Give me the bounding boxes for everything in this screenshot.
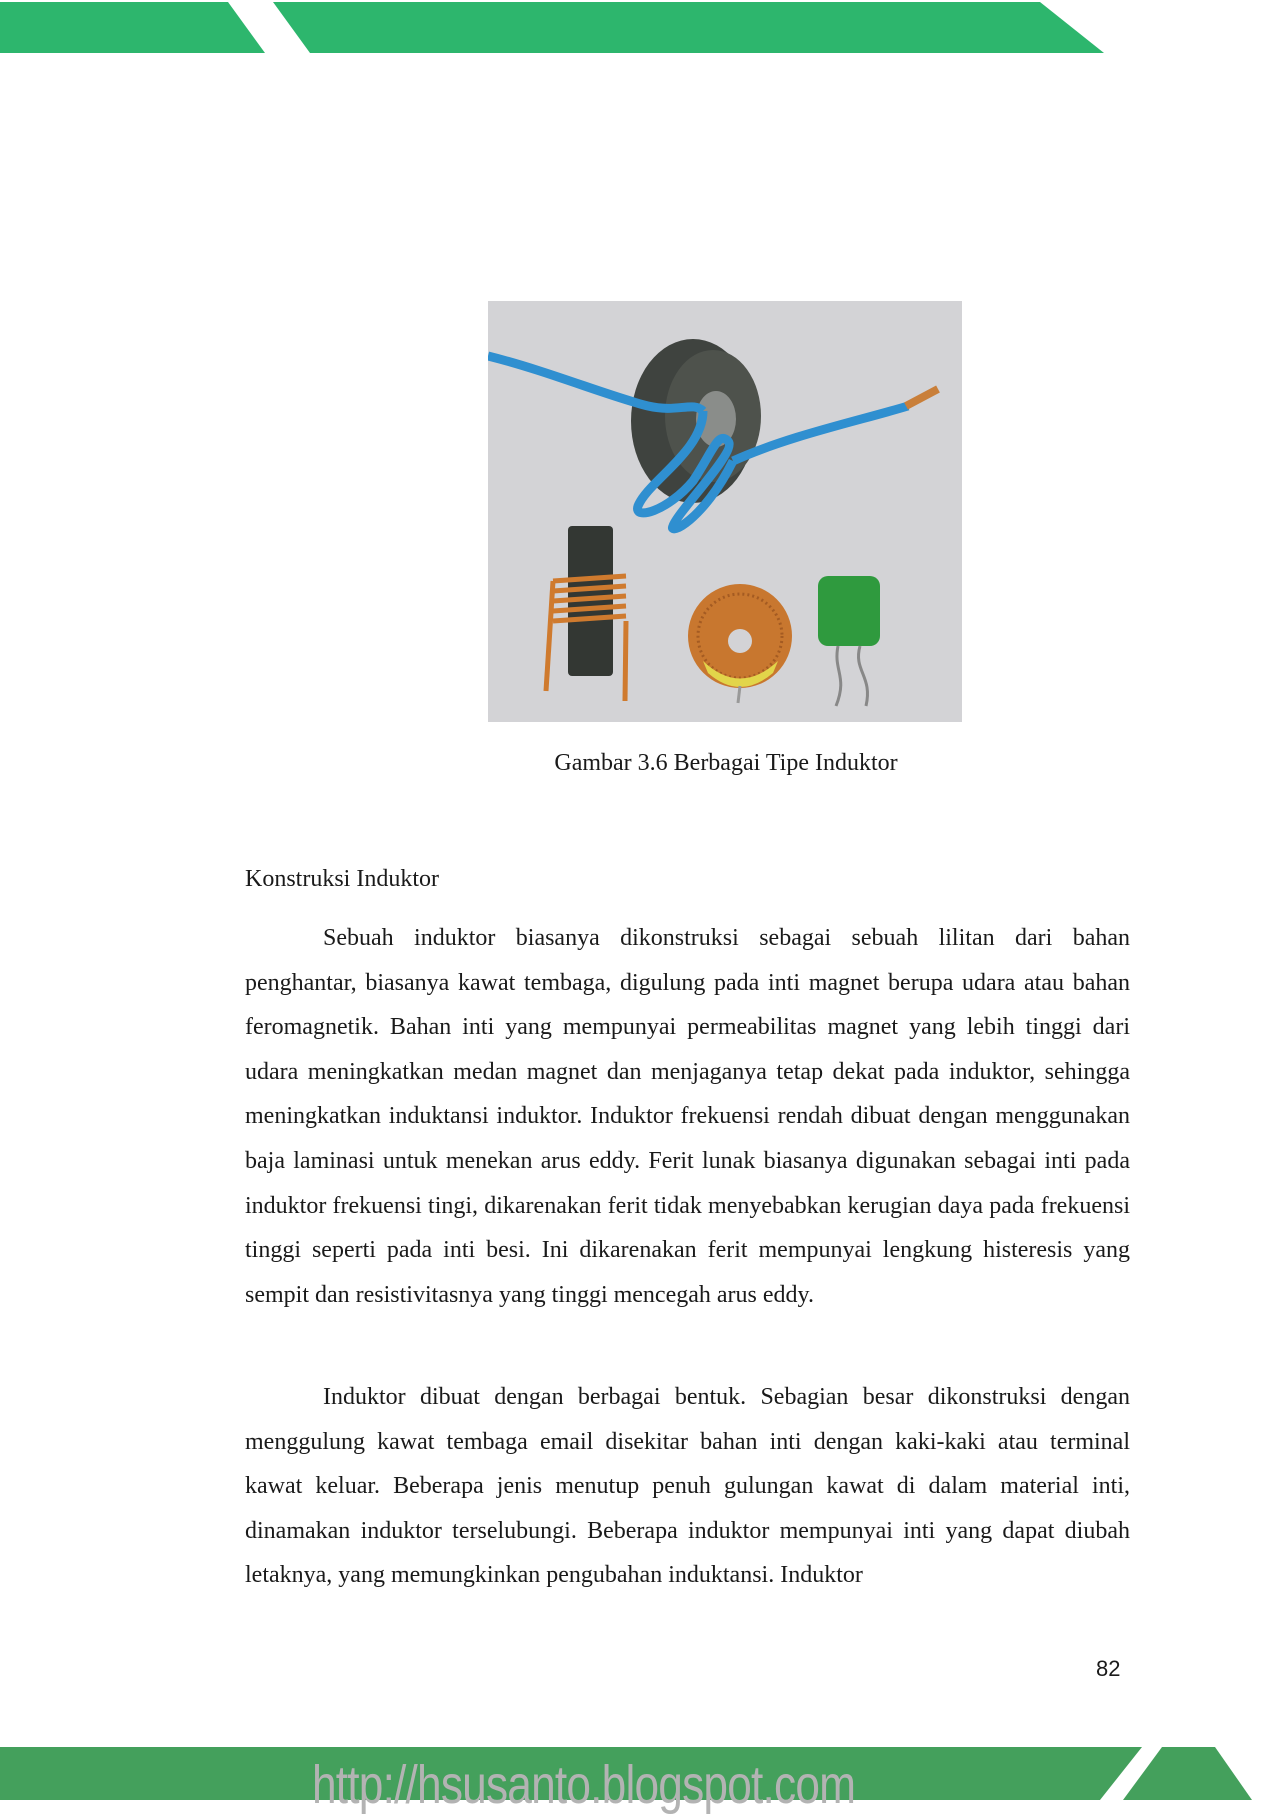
- section-heading: Konstruksi Induktor: [245, 866, 439, 892]
- header-band-right: [273, 2, 1104, 53]
- green-inductor: [818, 576, 880, 646]
- header-green-band: [0, 0, 1272, 56]
- page-number: 82: [1096, 1656, 1121, 1681]
- figure-caption: Gambar 3.6 Berbagai Tipe Induktor: [554, 750, 898, 776]
- footer-band-right: [1123, 1747, 1252, 1800]
- inductor-illustration: [488, 301, 962, 722]
- watermark-url[interactable]: http://hsusanto.blogspot.com: [312, 1755, 856, 1815]
- paragraph-2: Induktor dibuat dengan berbagai bentuk. Sebagian besar dikonstruksi dengan menggulung kawat tembaga email disekitar bahan inti dengan kaki-kaki atau terminal kawat keluar. Beberapa jenis menutup penuh gulungan kawat di dalam material inti, dinamakan induktor terselubungi. Beberapa induktor mempunyai inti yang dapat diubah letaknya, yang memungkinkan pengubahan induktansi. Induktor: [245, 1384, 1130, 1589]
- inductor-photo: [488, 301, 962, 722]
- header-band-left: [0, 2, 265, 53]
- paragraph-1: Sebuah induktor biasanya dikonstruksi sebagai sebuah lilitan dari bahan penghantar, biasanya kawat tembaga, digulung pada inti magnet berupa udara atau bahan feromagnetik. Bahan inti yang mempunyai permeabilitas magnet yang lebih tinggi dari udara meningkatkan medan magnet dan menjaganya tetap dekat pada induktor, sehingga meningkatkan induktansi induktor. Induktor frekuensi rendah dibuat dengan menggunakan baja laminasi untuk menekan arus eddy. Ferit lunak biasanya digunakan sebagai inti pada induktor frekuensi tingi, dikarenakan ferit tidak menyebabkan kerugian daya pada frekuensi tinggi seperti pada inti besi. Ini dikarenakan ferit mempunyai lengkung histeresis yang sempit dan resistivitasnya yang tinggi mencegah arus eddy.: [245, 925, 1130, 1308]
